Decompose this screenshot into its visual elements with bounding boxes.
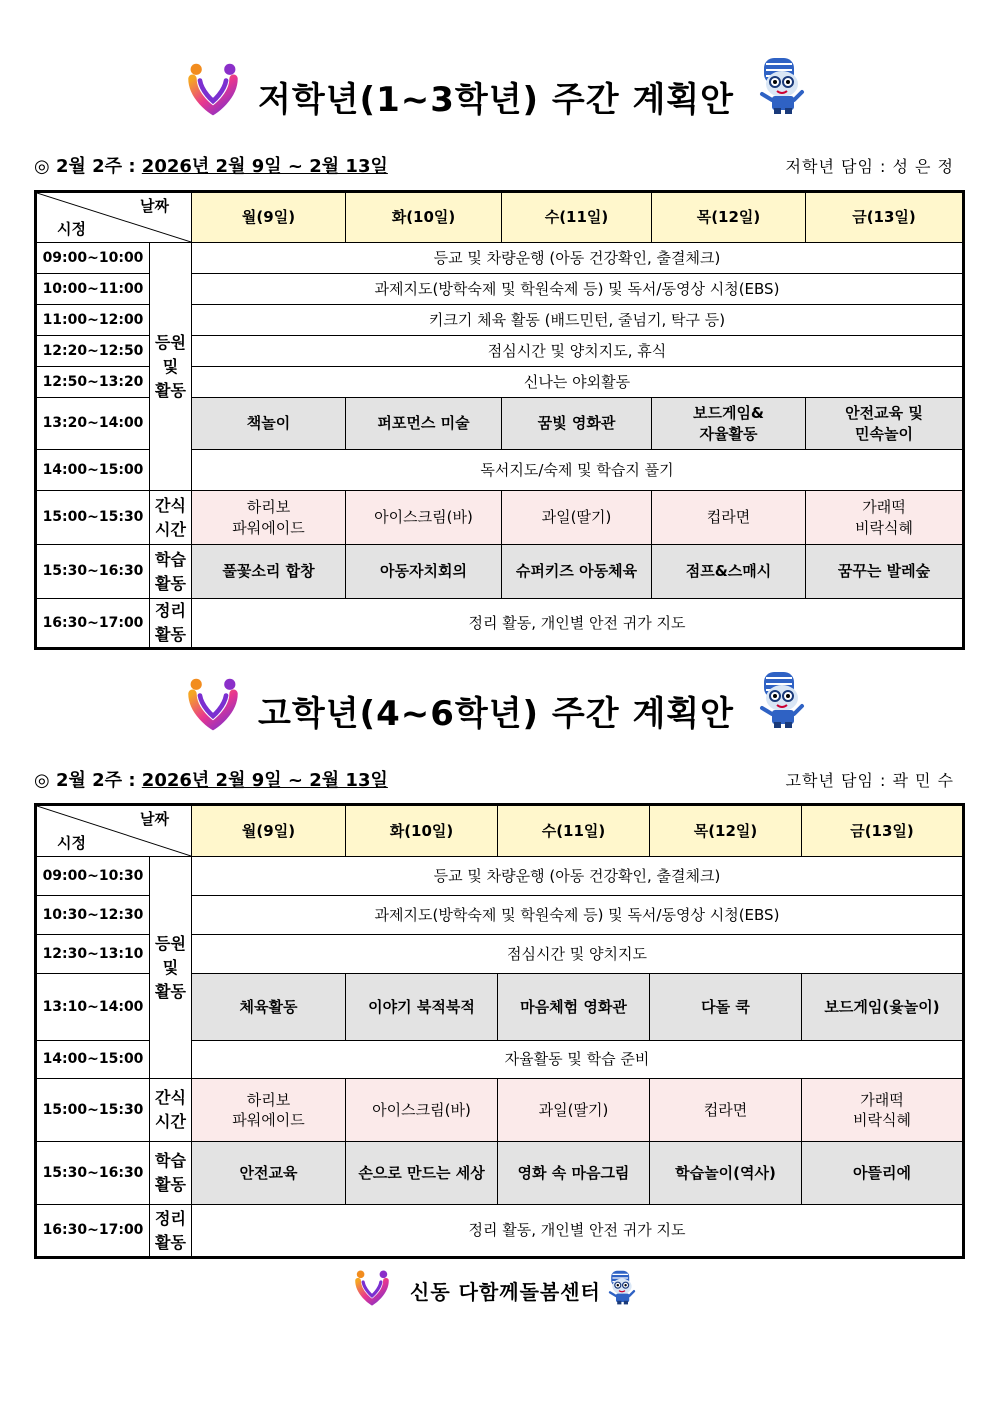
lower-teacher: 저학년 담임 : 성 은 정 <box>785 157 954 176</box>
snack-label: 간식 시간 <box>150 1079 192 1142</box>
activity-cell: 정리 활동, 개인별 안전 귀가 지도 <box>192 599 964 649</box>
activity-cell: 정리 활동, 개인별 안전 귀가 지도 <box>192 1205 964 1258</box>
snack-cell: 과일(딸기) <box>498 1079 650 1142</box>
activity-cell: 책놀이 <box>192 398 346 450</box>
study-label: 학습 활동 <box>150 545 192 599</box>
day-header: 목(12일) <box>652 192 806 243</box>
time-cell: 14:00~15:00 <box>36 450 150 491</box>
corner-cell: 날짜 시정 <box>36 805 192 857</box>
activity-cell: 마음체험 영화관 <box>498 974 650 1041</box>
time-cell: 16:30~17:00 <box>36 1205 150 1258</box>
study-label: 학습 활동 <box>150 1142 192 1205</box>
time-cell: 10:30~12:30 <box>36 896 150 935</box>
snack-cell: 하리보 파워에이드 <box>192 1079 346 1142</box>
snack-cell: 아이스크림(바) <box>346 1079 498 1142</box>
activity-cell: 점심시간 및 양치지도 <box>192 935 964 974</box>
snack-cell: 가래떡 비락식혜 <box>806 491 964 545</box>
snack-cell: 과일(딸기) <box>502 491 652 545</box>
time-cell: 11:00~12:00 <box>36 305 150 336</box>
table-header-row <box>36 192 964 243</box>
mascot-icon <box>604 1266 640 1308</box>
snack-cell: 가래떡 비락식혜 <box>802 1079 964 1142</box>
activity-cell: 과제지도(방학숙제 및 학원숙제 등) 및 독서/동영상 시청(EBS) <box>192 896 964 935</box>
activity-cell: 자율활동 및 학습 준비 <box>192 1041 964 1079</box>
activity-cell: 이야기 북적북적 <box>346 974 498 1041</box>
lower-schedule-table <box>34 190 965 650</box>
lower-title: 저학년(1~3학년) 주간 계획안 <box>258 80 734 120</box>
activity-cell: 꿈빛 영화관 <box>502 398 652 450</box>
study-cell: 안전교육 <box>192 1142 346 1205</box>
study-cell: 손으로 만드는 세상 <box>346 1142 498 1205</box>
corner-cell: 날짜 시정 <box>36 192 192 243</box>
study-cell: 점프&스매시 <box>652 545 806 599</box>
group-label: 등원 및 활동 <box>150 857 192 1079</box>
activity-cell: 다돌 쿡 <box>650 974 802 1041</box>
time-cell: 15:30~16:30 <box>36 1142 150 1205</box>
footer <box>0 1268 992 1308</box>
lower-subheader <box>34 152 960 180</box>
time-cell: 15:00~15:30 <box>36 491 150 545</box>
activity-cell: 체육활동 <box>192 974 346 1041</box>
snack-label: 간식 시간 <box>150 491 192 545</box>
upper-teacher: 고학년 담임 : 곽 민 수 <box>785 771 954 790</box>
upper-subheader <box>34 766 960 794</box>
mascot-icon <box>752 668 812 730</box>
study-cell: 풀꽃소리 합창 <box>192 545 346 599</box>
study-cell: 꿈꾸는 발레숲 <box>806 545 964 599</box>
time-cell: 12:20~12:50 <box>36 336 150 367</box>
day-header: 월(9일) <box>192 192 346 243</box>
day-header: 수(11일) <box>498 805 650 857</box>
day-header: 금(13일) <box>802 805 964 857</box>
day-header: 목(12일) <box>650 805 802 857</box>
activity-cell: 보드게임(윷놀이) <box>802 974 964 1041</box>
activity-cell: 신나는 야외활동 <box>192 367 964 398</box>
activity-cell: 보드게임& 자율활동 <box>652 398 806 450</box>
center-name: 신동 다함께돌봄센터 <box>410 1280 601 1304</box>
day-header: 금(13일) <box>806 192 964 243</box>
snack-cell: 컵라면 <box>650 1079 802 1142</box>
activity-cell: 독서지도/숙제 및 학습지 풀기 <box>192 450 964 491</box>
study-cell: 아뜰리에 <box>802 1142 964 1205</box>
time-cell: 09:00~10:00 <box>36 243 150 274</box>
time-cell: 13:10~14:00 <box>36 974 150 1041</box>
table-header-row <box>36 805 964 857</box>
time-cell: 15:30~16:30 <box>36 545 150 599</box>
study-cell: 학습놀이(역사) <box>650 1142 802 1205</box>
time-cell: 14:00~15:00 <box>36 1041 150 1079</box>
mascot-icon <box>752 54 812 116</box>
snack-cell: 아이스크림(바) <box>346 491 502 545</box>
study-cell: 아동자치회의 <box>346 545 502 599</box>
activity-cell: 안전교육 및 민속놀이 <box>806 398 964 450</box>
day-header: 화(10일) <box>346 805 498 857</box>
time-cell: 13:20~14:00 <box>36 398 150 450</box>
time-cell: 16:30~17:00 <box>36 599 150 649</box>
upper-title: 고학년(4~6학년) 주간 계획안 <box>258 694 734 734</box>
close-label: 정리 활동 <box>150 1205 192 1258</box>
day-header: 화(10일) <box>346 192 502 243</box>
day-header: 수(11일) <box>502 192 652 243</box>
group-label: 등원 및 활동 <box>150 243 192 491</box>
upper-schedule-table <box>34 803 965 1259</box>
study-cell: 슈퍼키즈 아동체육 <box>502 545 652 599</box>
time-cell: 15:00~15:30 <box>36 1079 150 1142</box>
time-cell: 10:00~11:00 <box>36 274 150 305</box>
activity-cell: 키크기 체육 활동 (배드민턴, 줄넘기, 탁구 등) <box>192 305 964 336</box>
snack-cell: 컵라면 <box>652 491 806 545</box>
time-cell: 12:50~13:20 <box>36 367 150 398</box>
time-cell: 09:00~10:30 <box>36 857 150 896</box>
snack-cell: 하리보 파워에이드 <box>192 491 346 545</box>
lower-week: ◎ 2월 2주 : 2026년 2월 9일 ~ 2월 13일 <box>34 156 388 177</box>
study-cell: 영화 속 마음그림 <box>498 1142 650 1205</box>
heart-logo-icon <box>352 1268 392 1306</box>
upper-week: ◎ 2월 2주 : 2026년 2월 9일 ~ 2월 13일 <box>34 770 388 791</box>
day-header: 월(9일) <box>192 805 346 857</box>
activity-cell: 등교 및 차량운행 (아동 건강확인, 출결체크) <box>192 857 964 896</box>
time-cell: 12:30~13:10 <box>36 935 150 974</box>
activity-cell: 과제지도(방학숙제 및 학원숙제 등) 및 독서/동영상 시청(EBS) <box>192 274 964 305</box>
activity-cell: 점심시간 및 양치지도, 휴식 <box>192 336 964 367</box>
close-label: 정리 활동 <box>150 599 192 649</box>
activity-cell: 등교 및 차량운행 (아동 건강확인, 출결체크) <box>192 243 964 274</box>
activity-cell: 퍼포먼스 미술 <box>346 398 502 450</box>
